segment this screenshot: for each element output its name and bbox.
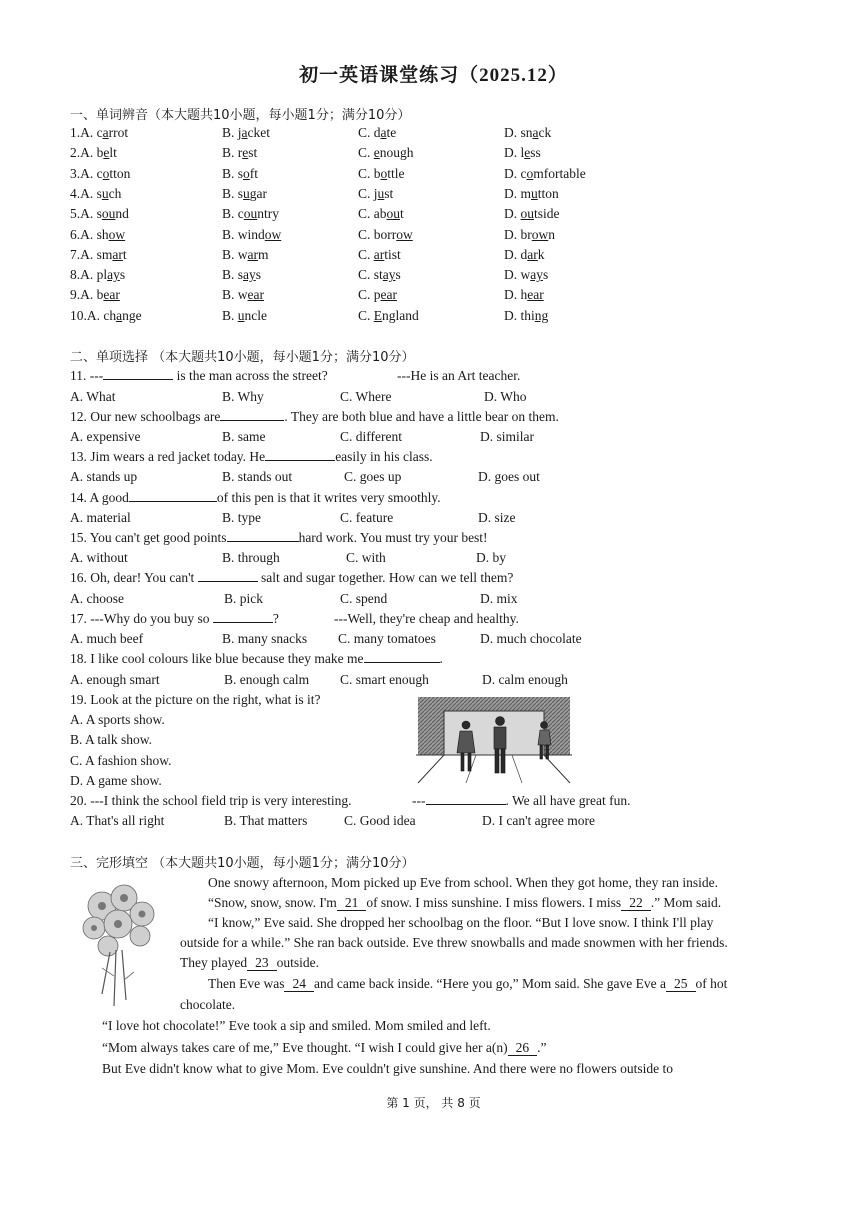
passage-line [102,1017,491,1035]
page-title: 初一英语课堂练习（2025.12） [299,65,568,86]
word-option [70,246,127,264]
item-number: 2. [70,145,81,161]
option-b: B. A talk show. [70,732,153,747]
item-number: 9. [70,287,81,303]
word-option [222,205,279,223]
underlined-letters: u [101,185,109,201]
word-part: C. d [358,125,381,140]
word-part: A. sm [80,246,113,262]
word-part: tton [109,165,131,181]
underlined-letters: ou [243,206,258,222]
passage-text: of hot [695,976,728,991]
passage-line [208,975,727,993]
question-15: 15. You can't get good points hard work. You must try your best! [70,530,488,545]
word-part: ncle [244,307,268,323]
word-part: A. pl [80,267,108,283]
underlined-letters: ng [534,307,549,323]
passage-line [180,996,235,1014]
underlined-letters: ear [527,287,544,303]
underlined-letters: e [524,145,531,161]
word-option [504,266,548,284]
underlined-letters: ay [530,267,543,283]
word-part: D. m [504,185,531,201]
word-part: B. w [222,246,248,262]
underlined-letters: ou [386,206,400,222]
underlined-letters: ou [101,206,116,222]
answer-blank [364,650,440,663]
word-part: A. c [80,165,103,181]
option-a: A. enough smart [70,672,160,687]
word-option [70,165,130,183]
option-a: A. without [70,550,128,565]
passage-text: of snow. I miss sunshine. I miss flowers. I miss [366,895,622,910]
word-option [504,124,551,142]
word-part: A. s [80,206,102,222]
fashion-show-picture [416,695,572,785]
word-part: B. w [222,287,248,303]
word-part: C. [358,246,374,262]
passage-text: But Eve didn't know what to give Mom. Eve couldn't give sunshine. And there were no flowers outside to [102,1061,674,1076]
option-a: A. expensive [70,429,141,444]
option-d: D. goes out [478,469,540,484]
word-part: D. sn [504,125,533,140]
word-part: nough [379,145,414,161]
word-option [358,124,396,142]
page-footer: 第 1 页， 共 8 页 [386,1096,481,1110]
word-part: st [248,145,258,161]
option-d: D. by [476,550,506,565]
word-option [358,286,397,304]
question-20-reply: --- . We all have great fun. [412,793,631,808]
underlined-letters: a [241,125,248,140]
underlined-letters: ow [396,226,413,242]
word-part: ft [249,165,259,181]
answer-blank [220,408,284,421]
underlined-letters: u [243,185,250,201]
underlined-letters: ear [103,287,120,303]
word-option [358,185,393,203]
item-number: 8. [70,267,81,283]
question-11: 11. --- is the man across the street? [70,368,328,383]
option-d: D. Who [484,389,527,404]
word-part: nge [122,307,142,323]
passage-text: outside. [276,955,319,970]
word-part: D. h [504,287,528,303]
answer-blank [103,367,173,380]
option-a: A. material [70,510,131,525]
word-part: C. p [358,287,381,303]
underlined-letters: ow [264,226,282,242]
word-option [222,307,267,325]
word-part: ngland [382,307,419,323]
question-20: 20. ---I think the school field trip is very interesting. [70,793,352,808]
word-part: st [384,185,394,201]
word-option [358,165,405,183]
word-part: k [537,246,545,262]
word-part: A. sh [80,226,109,242]
word-part: C. [358,307,374,323]
word-part: s [543,267,549,283]
question-18: 18. I like cool colours like blue because they make me . [70,651,443,666]
option-d: D. similar [480,429,534,444]
passage-text: “Mom always takes care of me,” Eve thought. “I wish I could give her a(n) [102,1040,508,1055]
option-a: A. stands up [70,469,138,484]
word-part: B. s [222,185,244,201]
option-d: D. A game show. [70,773,162,788]
word-part: B. r [222,145,243,161]
underlined-letters: e [373,145,380,161]
word-part: B. s [222,267,244,283]
option-b: B. enough calm [224,672,310,687]
word-part: t [400,206,404,222]
underlined-letters: u [237,307,245,323]
word-option [70,286,120,304]
underlined-letters: a [102,125,109,140]
word-option [222,286,264,304]
question-16: 16. Oh, dear! You can't salt and sugar together. How can we tell them? [70,570,514,585]
word-option [222,266,261,284]
option-c: C. feature [340,510,394,525]
word-part: ttle [387,165,405,181]
word-part: A. s [80,185,102,201]
word-option [222,185,267,203]
question-12: 12. Our new schoolbags are . They are both blue and have a little bear on them. [70,409,559,424]
underlined-letters: ar [112,246,123,262]
word-part: tton [537,185,559,201]
word-part: ch [108,185,122,201]
word-option [504,246,545,264]
word-option [70,205,129,223]
passage-text: “Snow, snow, snow. I'm [208,895,337,910]
option-a: A. That's all right [70,813,165,828]
word-option [504,286,544,304]
item-number: 4. [70,185,81,201]
option-d: D. size [478,510,516,525]
option-a: A. What [70,389,116,404]
section2-heading: 二、单项选择 （本大题共10小题，每小题1分；满分10分） [70,350,415,365]
word-part: m [258,246,269,262]
passage-line [102,1039,546,1057]
answer-blank [213,610,273,623]
option-b: B. type [222,510,261,525]
word-part: C. st [358,267,383,283]
answer-blank [265,448,335,461]
answer-blank [426,792,506,805]
option-b: B. pick [224,591,263,606]
option-a: A. much beef [70,631,144,646]
underlined-letters: ear [380,287,397,303]
item-number: 10. [70,307,87,323]
passage-line [208,914,713,932]
option-b: B. That matters [224,813,308,828]
word-part: nd [115,206,129,222]
word-part: B. [222,307,238,323]
item-number: 6. [70,226,81,242]
section1-heading: 一、单词辨音（本大题共10小题，每小题1分；满分10分） [70,108,411,123]
underlined-letters: o [243,165,250,181]
cloze-blank-number: 25 [666,977,696,992]
word-part: B. wind [222,226,265,242]
word-option [222,124,270,142]
option-c: C. Good idea [344,813,416,828]
question-17-reply: ---Well, they're cheap and healthy. [334,611,519,626]
passage-line [180,954,319,972]
word-option [70,185,121,203]
passage-text: outside for a while.” She ran back outside. Eve threw snowballs and made snowmen with her friends. [180,935,728,950]
passage-text: They played [180,955,248,970]
option-d: D. much chocolate [480,631,582,646]
word-part: C. [358,145,374,161]
underlined-letters: e [103,145,110,161]
word-option [70,266,125,284]
underlined-letters: ow [108,226,126,242]
word-option [358,144,414,162]
question-11-reply: ---He is an Art teacher. [397,368,521,383]
passage-text: .” [537,1040,547,1055]
word-option [358,246,401,264]
option-d: D. calm enough [482,672,568,687]
option-c: C. A fashion show. [70,753,172,768]
word-option [358,205,404,223]
word-part: D. w [504,267,531,283]
word-part: lt [109,145,117,161]
underlined-letters: o [380,165,388,181]
cloze-blank-number: 22 [621,896,651,911]
word-part: ss [530,145,541,161]
passage-line [208,874,718,892]
option-c: C. goes up [344,469,402,484]
word-option [358,226,413,244]
option-a: A. A sports show. [70,712,165,727]
passage-line [180,934,728,952]
underlined-letters: e [242,145,249,161]
passage-line [208,894,721,912]
word-part: C. j [358,185,378,201]
option-d: D. I can't agree more [482,813,595,828]
word-part: A. b [80,145,104,161]
passage-text: .” Mom said. [650,895,722,910]
underlined-letters: ar [527,246,538,262]
passage-text: Then Eve was [208,976,285,991]
option-b: B. stands out [222,469,293,484]
underlined-letters: a [532,125,539,140]
underlined-letters: o [526,165,534,181]
word-option [504,307,548,325]
word-part: D. br [504,226,532,242]
answer-blank [227,529,299,542]
word-option [70,307,142,325]
question-19: 19. Look at the picture on the right, what is it? [70,692,321,707]
underlined-letters: E [373,307,383,323]
underlined-letters: u [377,185,385,201]
underlined-letters: o [102,165,110,181]
word-part: ntry [257,206,279,222]
option-b: B. Why [222,389,264,404]
word-part: s [119,267,126,283]
underlined-letters: a [116,307,123,323]
word-part: tside [534,206,560,222]
word-option [504,185,559,203]
underlined-letters: ar [373,246,385,262]
word-option [222,144,257,162]
word-option [358,266,401,284]
underlined-letters: ear [247,287,264,303]
word-part: D. l [504,145,525,161]
word-option [222,165,258,183]
word-option [504,205,560,223]
word-option [358,307,419,325]
option-b: B. same [222,429,266,444]
word-part: ck [538,125,552,140]
option-c: C. smart enough [340,672,429,687]
word-option [70,226,125,244]
cloze-blank-number: 26 [508,1041,538,1056]
underlined-letters: u [531,185,538,201]
passage-text: chocolate. [180,997,236,1012]
underlined-letters: ay [382,267,396,283]
passage-text: and came back inside. “Here you go,” Mom said. She gave Eve a [313,976,666,991]
word-part: D. c [504,165,527,181]
passage-text: One snowy afternoon, Mom picked up Eve from school. When they got home, they ran inside. [208,875,719,890]
word-part: te [386,125,397,140]
underlined-letters: a [380,125,387,140]
item-number: 3. [70,165,81,181]
underlined-letters: ou [520,206,534,222]
word-part: n [548,226,555,242]
word-option [222,226,281,244]
option-c: C. Where [340,389,392,404]
word-option [504,144,541,162]
word-part: rrot [108,125,129,140]
answer-blank [198,569,258,582]
word-part: D. [504,206,521,222]
word-part: s [395,267,401,283]
question-13: 13. Jim wears a red jacket today. He easily in his class. [70,449,433,464]
word-part: B. s [222,165,244,181]
word-part: D. d [504,246,528,262]
word-part: tist [384,246,401,262]
word-part: C. ab [358,206,387,222]
word-part: mfortable [533,165,586,181]
word-option [504,226,555,244]
word-part: A. b [80,287,104,303]
option-b: B. through [222,550,280,565]
passage-text: “I know,” Eve said. She dropped her schoolbag on the floor. “But I love snow. I think I'll play [208,915,714,930]
question-14: 14. A good of this pen is that it writes very smoothly. [70,490,441,505]
underlined-letters: ay [107,267,120,283]
underlined-letters: ay [243,267,256,283]
item-number: 7. [70,246,81,262]
word-option [70,144,117,162]
option-a: A. choose [70,591,124,606]
underlined-letters: ow [531,226,549,242]
word-part: s [255,267,262,283]
flowers-picture [72,876,170,1012]
word-part: A. ch [86,307,117,323]
option-b: B. many snacks [222,631,308,646]
word-part: gar [249,185,268,201]
option-c: C. many tomatoes [338,631,436,646]
word-part: C. b [358,165,381,181]
word-part: C. borr [358,226,397,242]
cloze-blank-number: 24 [284,977,314,992]
option-c: C. spend [340,591,388,606]
word-part: D. thi [504,307,535,323]
word-part: B. c [222,206,244,222]
passage-line [102,1060,673,1078]
word-part: t [122,246,127,262]
passage-text: “I love hot chocolate!” Eve took a sip and smiled. Mom smiled and left. [102,1018,491,1033]
option-c: C. with [346,550,386,565]
item-number: 5. [70,206,81,222]
item-number: 1. [70,125,81,140]
word-part: A. c [80,125,103,140]
cloze-blank-number: 21 [337,896,367,911]
word-part: cket [247,125,271,140]
option-d: D. mix [480,591,518,606]
cloze-blank-number: 23 [247,956,277,971]
underlined-letters: ar [247,246,259,262]
word-option [70,124,128,142]
question-17: 17. ---Why do you buy so ? [70,611,279,626]
word-option [222,246,269,264]
word-part: B. j [222,125,242,140]
word-option [504,165,586,183]
option-c: C. different [340,429,402,444]
section3-heading: 三、完形填空 （本大题共10小题，每小题1分；满分10分） [70,856,415,871]
answer-blank [129,489,217,502]
